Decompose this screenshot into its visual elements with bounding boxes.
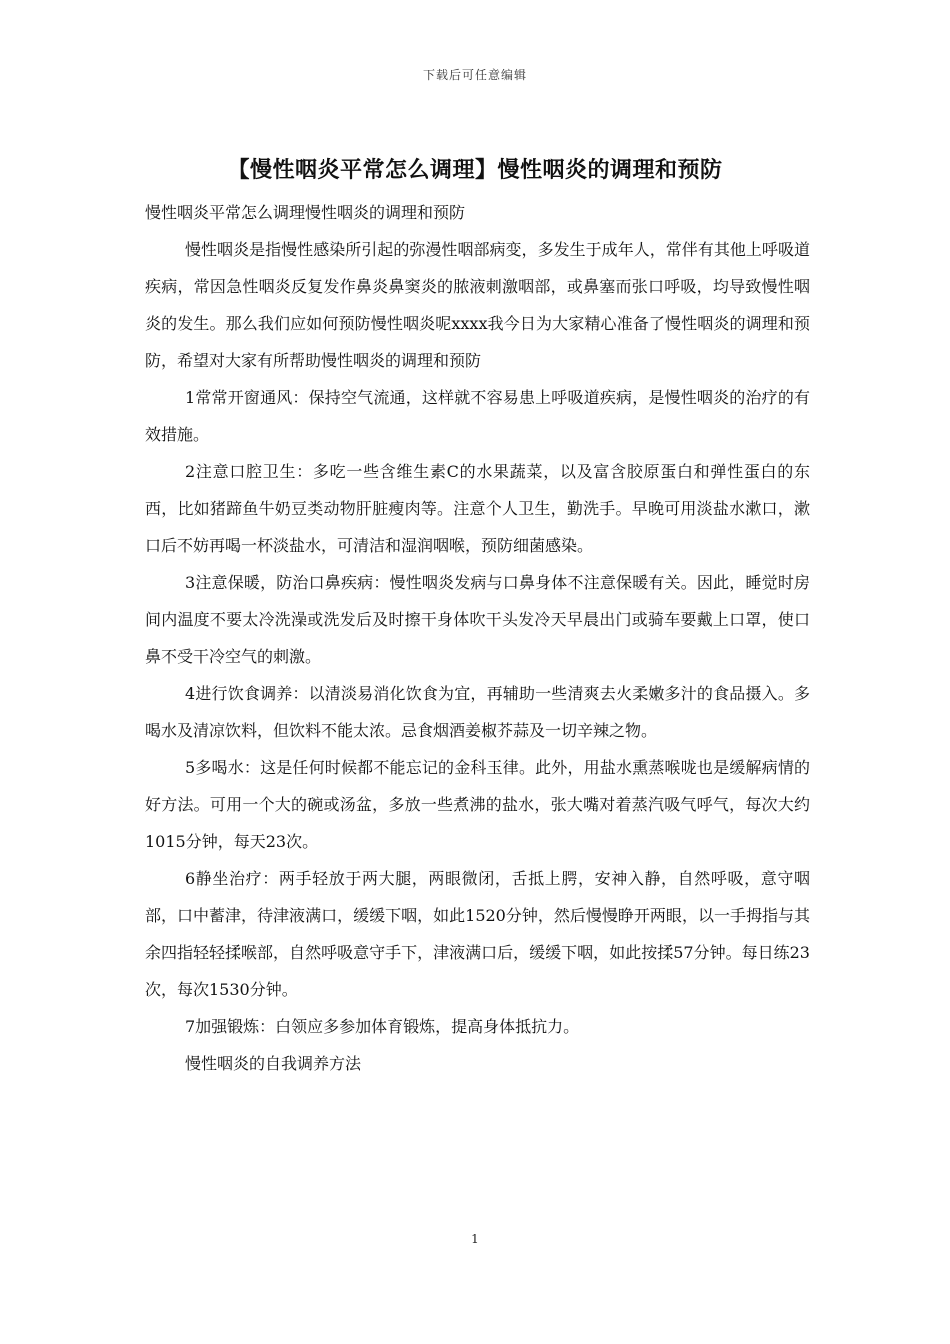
document-title: 【慢性咽炎平常怎么调理】慢性咽炎的调理和预防 (227, 157, 723, 183)
paragraph-tip-3: 3注意保暖，防治口鼻疾病：慢性咽炎发病与口鼻身体不注意保暖有关。因此，睡觉时房间内温度不要太冷洗澡或洗发后及时擦干身体吹干头发冷天早晨出门或骑车要戴上口罩，使口鼻不受干冷空气的刺激。 (145, 573, 810, 666)
page-number: 1 (471, 1232, 479, 1246)
paragraph-tip-7: 7加强锻炼：白领应多参加体育锻炼，提高身体抵抗力。 (185, 1017, 580, 1036)
page-header-note: 下载后可任意编辑 (422, 68, 527, 82)
document-subtitle: 慢性咽炎平常怎么调理慢性咽炎的调理和预防 (145, 203, 466, 222)
paragraph-tip-1: 1常常开窗通风：保持空气流通，这样就不容易患上呼吸道疾病，是慢性咽炎的治疗的有效措施。 (145, 388, 810, 444)
paragraph-intro: 慢性咽炎是指慢性感染所引起的弥漫性咽部病变，多发生于成年人，常伴有其他上呼吸道疾病，常因急性咽炎反复发作鼻炎鼻窦炎的脓液刺激咽部，或鼻塞而张口呼吸，均导致慢性咽炎的发生。那么我们应如何预防慢性咽炎呢xxxx我今日为大家精心准备了慢性咽炎的调理和预防，希望对大家有所帮助慢性咽炎的调理和预防 (145, 240, 810, 370)
paragraph-tip-4: 4进行饮食调养：以清淡易消化饮食为宜，再辅助一些清爽去火柔嫩多汁的食品摄入。多喝水及清凉饮料，但饮料不能太浓。忌食烟酒姜椒芥蒜及一切辛辣之物。 (145, 684, 810, 740)
paragraph-tip-6: 6静坐治疗：两手轻放于两大腿，两眼微闭，舌抵上腭，安神入静，自然呼吸，意守咽部，口中蓄津，待津液满口，缓缓下咽，如此1520分钟，然后慢慢睁开两眼，以一手拇指与其余四指轻轻揉喉部，自然呼吸意守手下，津液满口后，缓缓下咽，如此按揉57分钟。每日练23次，每次1530分钟。 (145, 869, 810, 999)
section-heading-self-care: 慢性咽炎的自我调养方法 (185, 1054, 362, 1073)
document-body (145, 194, 810, 1082)
paragraph-tip-5: 5多喝水：这是任何时候都不能忘记的金科玉律。此外，用盐水熏蒸喉咙也是缓解病情的好方法。可用一个大的碗或汤盆，多放一些煮沸的盐水，张大嘴对着蒸汽吸气呼气，每次大约1015分钟，每天23次。 (145, 758, 810, 851)
paragraph-tip-2: 2注意口腔卫生：多吃一些含维生素C的水果蔬菜，以及富含胶原蛋白和弹性蛋白的东西，比如猪蹄鱼牛奶豆类动物肝脏瘦肉等。注意个人卫生，勤洗手。早晚可用淡盐水漱口，漱口后不妨再喝一杯淡盐水，可清洁和湿润咽喉，预防细菌感染。 (145, 462, 810, 555)
